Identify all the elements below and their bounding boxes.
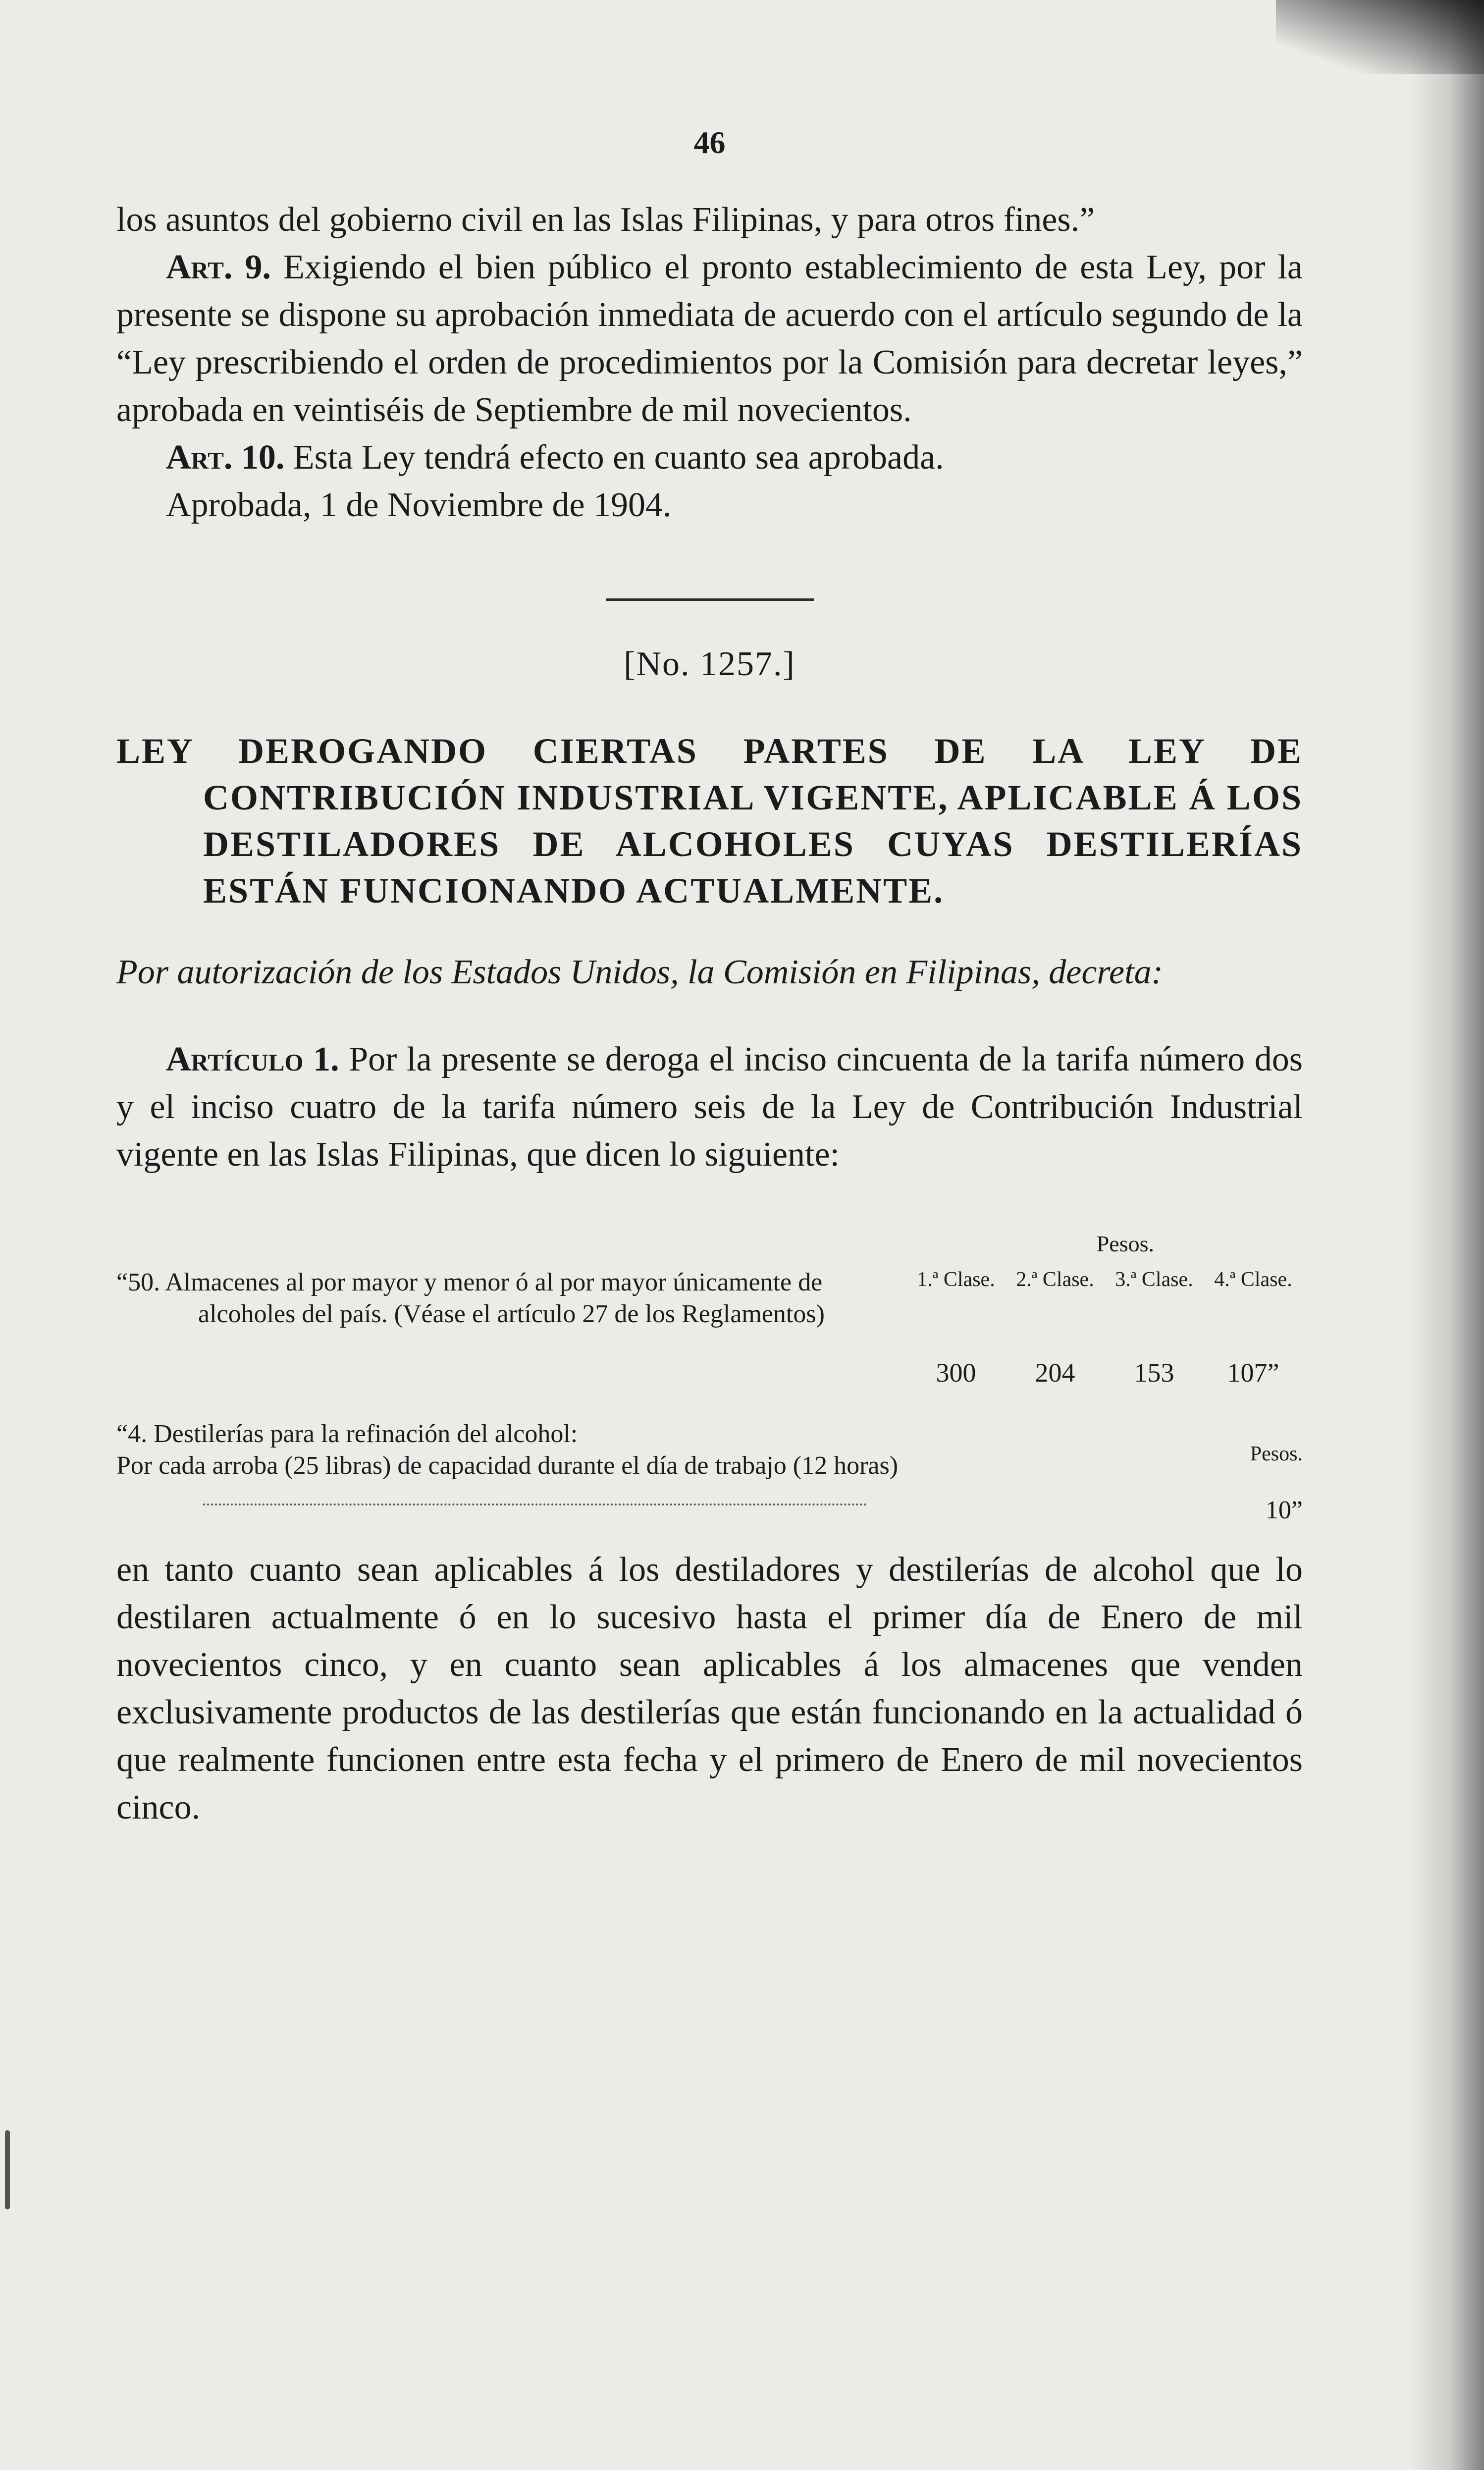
article-9 — [116, 244, 1303, 434]
class-column-2 — [1006, 1267, 1105, 1389]
law-number: [No. 1257.] — [624, 645, 795, 683]
class-value: 300 — [936, 1358, 976, 1388]
law-title: LEY DEROGANDO CIERTAS PARTES DE LA LEY DE CONTRIBUCIÓN INDUSTRIAL VIGENTE, APLICABLE Á LOS DESTILADORES DE ALCOHOLES CUYAS DESTILERÍAS ESTÁN FUNCIONANDO ACTUALMENTE. — [116, 731, 1303, 911]
class-value: 204 — [1035, 1358, 1075, 1388]
article-1-label: Artículo 1. — [166, 1040, 339, 1078]
article-1 — [116, 1036, 1303, 1179]
article-10 — [116, 434, 1303, 482]
tariff-item-4-detail-text: Por cada arroba (25 libras) de capacidad durante el día de trabajo (12 horas) — [116, 1451, 899, 1480]
section-divider — [606, 598, 814, 601]
article-9-label: Art. 9. — [166, 248, 271, 286]
tariff-item-4-value: 10” — [1265, 1496, 1303, 1524]
tariff-table — [116, 1228, 1303, 1526]
class-value: 107” — [1227, 1358, 1279, 1388]
tariff-row-50 — [116, 1267, 1303, 1389]
tariff-row-4 — [116, 1418, 1303, 1526]
closing-paragraph: en tanto cuanto sean aplicables á los destiladores y destilerías de alcohol que lo destilaren actualmente ó en lo sucesivo hasta el primer día de Enero de mil novecientos cinco, y en cuanto sean aplicables á los almacenes que venden exclusivamente productos de las destilerías que están funcionando en la actualidad ó que realmente funcionen entre esta fecha y el primero de Enero de mil novecientos cinco. — [116, 1551, 1303, 1826]
scan-edge-shadow — [1410, 0, 1484, 2470]
pesos-label: Pesos. — [1250, 1443, 1303, 1465]
pesos-column-header: Pesos. — [1096, 1231, 1154, 1256]
tariff-item-4-detail — [116, 1450, 1213, 1513]
class-heading: 2.ª Clase. — [1016, 1268, 1094, 1291]
page-number: 46 — [693, 125, 726, 160]
tariff-item-50: “50. Almacenes al por mayor y menor ó al por mayor únicamente de alcoholes del país. (Véase el artículo 27 de los Reglamentos) — [116, 1268, 825, 1328]
class-column-1 — [906, 1267, 1006, 1389]
class-heading: 1.ª Clase. — [917, 1268, 995, 1291]
approval-date: Aprobada, 1 de Noviembre de 1904. — [166, 486, 672, 524]
leader-dots — [203, 1499, 867, 1505]
scan-margin-mark — [5, 2130, 10, 2209]
class-value: 153 — [1134, 1358, 1174, 1388]
article-9-text: Exigiendo el bien público el pronto establecimiento de esta Ley, por la presente se dispone su aprobación inmediata de acuerdo con el artículo segundo de la “Ley prescribiendo el orden de procedimientos por la Comisión para decretar leyes,” aprobada en veintiséis de Septiembre de mil novecientos. — [116, 248, 1303, 429]
lead-paragraph: los asuntos del gobierno civil en las Islas Filipinas, y para otros fines.” — [116, 201, 1095, 239]
class-heading: 3.ª Clase. — [1115, 1268, 1193, 1291]
class-column-3 — [1105, 1267, 1204, 1389]
article-1-text: Por la presente se deroga el inciso cincuenta de la tarifa número dos y el inciso cuatro de la tarifa número seis de la Ley de Contribución Industrial vigente en las Islas Filipinas, que dicen lo siguiente: — [116, 1040, 1303, 1174]
article-10-label: Art. 10. — [166, 438, 285, 477]
tariff-item-4 — [116, 1418, 1213, 1513]
class-columns — [906, 1267, 1303, 1389]
tariff-item-4-amount — [1213, 1418, 1303, 1526]
tariff-item-4-title: “4. Destilerías para la refinación del alcohol: — [116, 1420, 578, 1448]
article-10-text: Esta Ley tendrá efecto en cuanto sea aprobada. — [293, 438, 944, 477]
class-heading: 4.ª Clase. — [1214, 1268, 1292, 1291]
document-page — [116, 119, 1303, 1831]
scan-corner-shadow — [1276, 0, 1484, 74]
class-column-4 — [1204, 1267, 1303, 1389]
enacting-clause: Por autorización de los Estados Unidos, la Comisión en Filipinas, decreta: — [116, 953, 1163, 991]
